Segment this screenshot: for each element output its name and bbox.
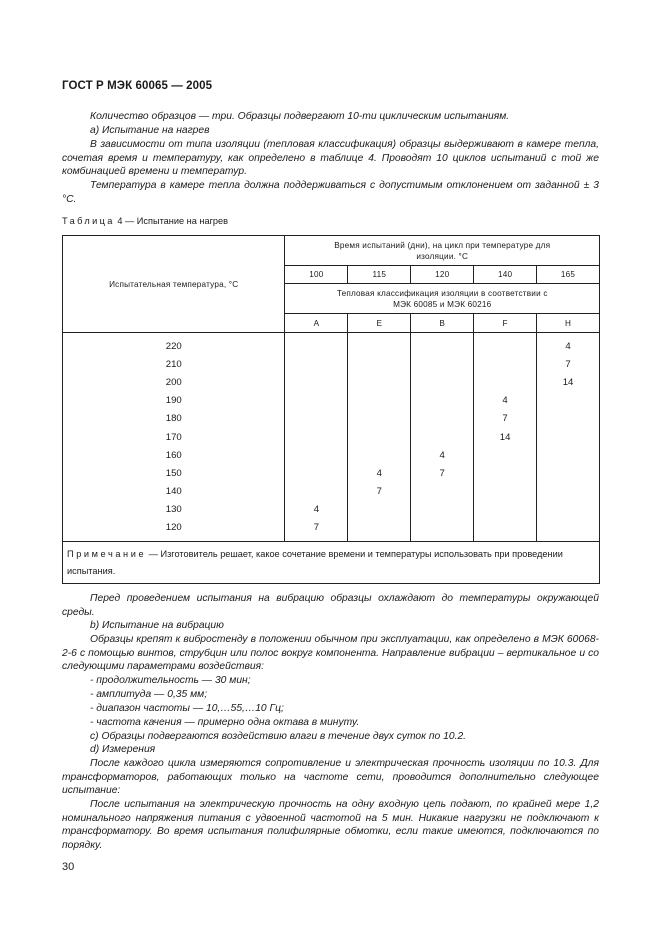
test-days-cell [348,428,411,446]
test-days-cell [285,428,348,446]
test-days-cell [285,333,348,356]
test-days-cell [348,501,411,519]
test-days-cell: 7 [474,410,537,428]
table-row [63,333,600,356]
test-days-cell [348,446,411,464]
test-days-cell: 14 [474,428,537,446]
test-days-cell [474,355,537,373]
vibration-param: - частота качения — примерно одна октава в минуту. [90,717,360,728]
test-temperature-cell: 130 [63,501,285,519]
test-days-cell [411,410,474,428]
test-days-cell [474,519,537,542]
test-days-cell: 7 [411,464,474,482]
test-days-cell [474,333,537,356]
page-number: 30 [62,861,75,873]
test-temperature-cell: 150 [63,464,285,482]
cooling-text: Перед проведением испытания на вибрацию образцы охлаждают до температуры окружающей среды. [62,593,599,618]
test-days-cell [411,501,474,519]
thermal-class-letter: В [411,314,474,333]
vibration-test-description: Образцы крепят к вибростенду в положении обычном при эксплуатации, как определено в МЭК 60068-2-6 с помощью винтов, струбцин или полос вокруг компонента. Направление вибрации – вертикальное и со следующими параметрами воздействия: [62,634,599,673]
thermal-class-letter: F [474,314,537,333]
test-days-cell [411,355,474,373]
test-days-cell [411,483,474,501]
table-note-text: — Изготовитель решает, какое сочетание времени и температуры использовать при проведении испытания. [67,549,563,577]
temperature-tolerance-text: Температура в камере тепла должна поддерживаться с допустимым отклонением от заданной ± 3 °С. [62,180,599,205]
heating-test-heading: а) Испытание на нагрев [90,125,210,136]
measurements-heading: d) Измерения [90,744,156,755]
test-days-cell [411,333,474,356]
test-days-cell [474,501,537,519]
insulation-temp-header: 120 [411,266,474,284]
table-caption [62,216,228,226]
test-days-cell [348,373,411,391]
vibration-param: - амплитуда — 0,35 мм; [90,689,208,700]
table-row [63,355,600,373]
test-days-cell: 7 [537,355,600,373]
test-days-cell: 4 [474,392,537,410]
table-row [63,519,600,542]
table-row [63,428,600,446]
test-days-cell [537,428,600,446]
transformer-test-text: После испытания на электрическую прочность на одну входную цепь подают, по крайней мере 1,2 номинального напряжения питания с удвоенной частотой на 5 мин. Никакие нагрузки не подключают к трансформатору. Во время испытания полифилярные обмотки, если такие имеются, подключаются по порядку. [62,799,599,851]
test-temperature-cell: 170 [63,428,285,446]
test-temperature-header: Испытательная температура, °С [63,236,285,333]
heating-test-description: В зависимости от типа изоляции (тепловая классификация) образцы выдерживают в камере тепла, сочетая время и температуру, как определено в таблице 4. Проводят 10 циклов испытаний с той же комбинацией времени и температур. [62,139,599,178]
test-days-cell [537,501,600,519]
measurements-text: После каждого цикла измеряются сопротивление и электрическая прочность изоляции по 10.3. Для трансформаторов, работающих только на частоте сети, проводится дополнительно следующее испытание: [62,758,599,797]
table-caption-label: Таблица [62,216,115,226]
insulation-temp-header: 165 [537,266,600,284]
insulation-temp-header: 115 [348,266,411,284]
test-days-cell: 4 [411,446,474,464]
vibration-param: - диапазон частоты — 10,…55,…10 Гц; [90,703,284,714]
intro-samples-text: Количество образцов — три. Образцы подвергают 10-ти циклическим испытаниям. [90,111,510,122]
test-days-cell [285,464,348,482]
heating-test-table [62,235,600,584]
test-days-cell [474,373,537,391]
test-days-cell [474,483,537,501]
thermal-class-letter: Е [348,314,411,333]
test-days-cell [285,355,348,373]
test-days-cell [537,519,600,542]
test-days-cell: 4 [537,333,600,356]
insulation-temp-header: 140 [474,266,537,284]
test-days-cell: 7 [285,519,348,542]
test-days-cell: 14 [537,373,600,391]
test-days-cell [285,446,348,464]
table-row [63,501,600,519]
test-temperature-cell: 220 [63,333,285,356]
vibration-test-heading: b) Испытание на вибрацию [90,620,224,631]
test-days-cell [411,519,474,542]
test-days-cell [348,333,411,356]
table-note [63,542,600,584]
test-days-cell [285,483,348,501]
test-days-cell [348,355,411,373]
test-temperature-cell: 140 [63,483,285,501]
test-temperature-cell: 180 [63,410,285,428]
test-days-cell [285,373,348,391]
test-temperature-cell: 190 [63,392,285,410]
test-days-cell [411,373,474,391]
test-days-cell [411,392,474,410]
test-days-cell [537,392,600,410]
test-days-cell [285,410,348,428]
document-header: ГОСТ Р МЭК 60065 — 2005 [62,80,213,92]
table-caption-title: 4 — Испытание на нагрев [117,216,229,226]
test-days-cell: 7 [348,483,411,501]
test-days-cell: 4 [348,464,411,482]
test-days-cell [537,483,600,501]
table-row [63,446,600,464]
thermal-class-letter: А [285,314,348,333]
test-days-cell [285,392,348,410]
table-row [63,464,600,482]
test-days-cell: 4 [285,501,348,519]
test-days-cell [537,410,600,428]
thermal-class-header: Тепловая классификация изоляции в соответствии с МЭК 60085 и МЭК 60216 [285,284,600,314]
test-days-cell [411,428,474,446]
test-temperature-cell: 160 [63,446,285,464]
test-temperature-cell: 120 [63,519,285,542]
test-days-cell [474,446,537,464]
test-temperature-cell: 200 [63,373,285,391]
table-note-label: Примечание [67,549,147,560]
table-row [63,410,600,428]
thermal-class-letter: Н [537,314,600,333]
insulation-temp-header: 100 [285,266,348,284]
table-row [63,483,600,501]
test-temperature-cell: 210 [63,355,285,373]
test-time-header: Время испытаний (дни), на цикл при температуре для изоляции. °С [285,236,600,266]
table-row [63,392,600,410]
test-days-cell [348,519,411,542]
test-days-cell [537,464,600,482]
test-days-cell [348,410,411,428]
test-days-cell [474,464,537,482]
test-days-cell [348,392,411,410]
vibration-param: - продолжительность — 30 мин; [90,675,251,686]
table-row [63,373,600,391]
test-days-cell [537,446,600,464]
humidity-text: с) Образцы подвергаются воздействию влаги в течение двух суток по 10.2. [90,731,467,742]
